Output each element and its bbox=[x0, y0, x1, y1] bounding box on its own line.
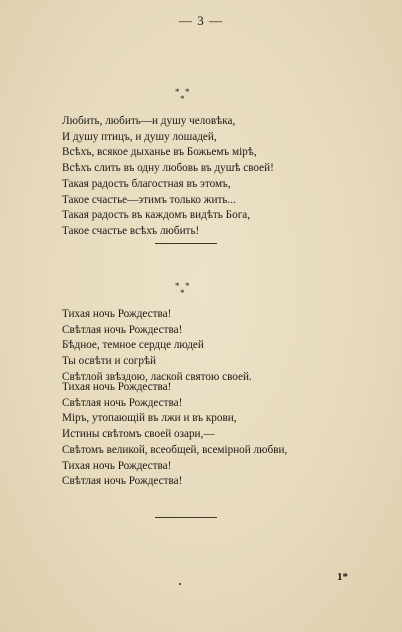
poem-line: Ты освѣти и согрѣй bbox=[62, 355, 157, 368]
poem-line: Такое счастье всѣхъ любить! bbox=[62, 224, 200, 237]
poem-1-stanza bbox=[62, 114, 274, 240]
poem-line: Всѣхъ, всякое дыханье въ Божьемъ мірѣ, bbox=[62, 146, 257, 159]
poem-line: Бѣдное, темное сердце людей bbox=[62, 339, 204, 352]
poem-2-stanza-1 bbox=[62, 307, 252, 386]
poem-line: Тихая ночь Рождества! bbox=[62, 381, 172, 393]
poem-line: Такое счастье—этимъ только жить... bbox=[62, 193, 236, 206]
poem-line: Такая радость въ каждомъ видѣть Бога, bbox=[62, 209, 251, 222]
ink-speck bbox=[179, 583, 181, 585]
poem-line: Свѣтлая ночь Рождества! bbox=[62, 475, 183, 488]
poem-line: Свѣтлая ночь Рождества! bbox=[62, 323, 183, 336]
poem-line: Свѣтомъ великой, всеобщей, всемірной любви, bbox=[62, 443, 288, 456]
poem-line: Истины свѣтомъ своей озари,— bbox=[62, 428, 215, 441]
poem-line: Свѣтлая ночь Рождества! bbox=[62, 396, 183, 409]
poem-line: Любить, любить—и душу человѣка, bbox=[62, 115, 236, 127]
poem-line: И душу птицъ, и душу лошадей, bbox=[62, 130, 217, 143]
poem-line: Міръ, утопающій въ лжи и въ крови, bbox=[62, 412, 237, 425]
poem-line: Тихая ночь Рождества! bbox=[62, 308, 172, 320]
poem-line: Свѣтлой звѣздою, лаской святою своей. bbox=[62, 370, 252, 383]
asterism-ornament-2: * * * bbox=[175, 281, 190, 298]
section-divider-2 bbox=[155, 517, 217, 518]
poem-2-stanza-2 bbox=[62, 380, 287, 490]
poem-line: Всѣхъ слить въ одну любовь въ душѣ своей! bbox=[62, 162, 274, 175]
poem-line: Тихая ночь Рождества! bbox=[62, 459, 172, 472]
page-number: — 3 — bbox=[179, 13, 223, 28]
section-divider-1 bbox=[155, 243, 217, 244]
signature-mark: 1* bbox=[337, 571, 348, 583]
asterism-ornament-1: * * * bbox=[175, 87, 190, 104]
poem-line: Такая радость благостная въ этомъ, bbox=[62, 177, 231, 190]
